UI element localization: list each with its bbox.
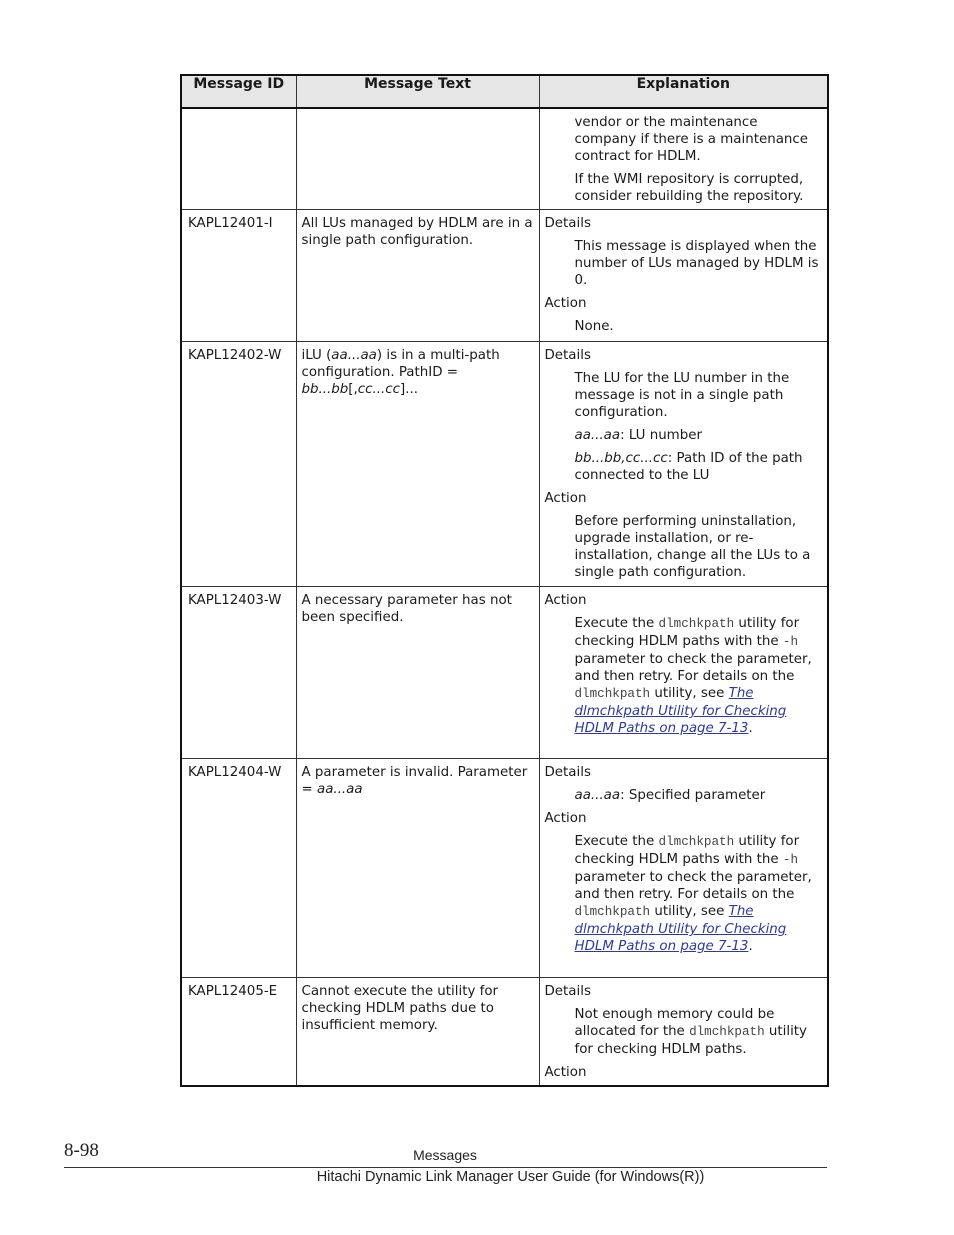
details-label: Details — [544, 984, 591, 999]
text-part: utility for checking HDLM paths. — [574, 1024, 807, 1057]
action-label: Action — [544, 491, 587, 506]
cell-message-id: KAPL12401-I — [181, 210, 296, 342]
action-text: None. — [574, 319, 614, 334]
table-header-row — [181, 75, 828, 108]
chapter-name: Messages — [413, 1147, 477, 1163]
text-part: utility for checking HDLM paths with the — [574, 616, 800, 649]
action-label: Action — [544, 593, 587, 608]
cell-message-id — [181, 108, 296, 210]
cross-reference-link[interactable]: The dlmchkpath Utility for Checking HDLM Paths on page 7-13 — [574, 904, 787, 954]
cell-explanation — [539, 978, 828, 1087]
table-row — [181, 759, 828, 978]
details-label: Details — [544, 765, 591, 780]
command-name: dlmchkpath — [574, 905, 651, 919]
command-option: -h — [782, 635, 799, 649]
table-row — [181, 342, 828, 587]
text-part: ]... — [399, 382, 418, 397]
cell-message-text — [296, 342, 539, 587]
details-label: Details — [544, 216, 591, 231]
text-part: utility for checking HDLM paths with the — [574, 834, 800, 867]
text-part: utility, see — [650, 686, 729, 701]
variable: cc...cc — [357, 382, 400, 397]
cell-explanation — [539, 759, 828, 978]
command-name: dlmchkpath — [574, 687, 651, 701]
text-part: utility, see — [650, 904, 729, 919]
text-part: iLU ( — [301, 348, 332, 363]
table-row — [181, 108, 828, 210]
cell-message-text — [296, 108, 539, 210]
text-part: : Specified parameter — [620, 788, 766, 803]
text-part: parameter to check the parameter, and then retry. For details on the — [574, 870, 812, 902]
cross-reference-link[interactable]: The dlmchkpath Utility for Checking HDLM Paths on page 7-13 — [574, 686, 787, 736]
action-label: Action — [544, 1065, 587, 1080]
document-title: Hitachi Dynamic Link Manager User Guide (for Windows(R)) — [316, 1169, 705, 1185]
page-number: 8-98 — [64, 1140, 99, 1161]
footer-divider — [64, 1167, 827, 1168]
details-text — [575, 1006, 823, 1058]
command-option: -h — [782, 853, 799, 867]
details-label: Details — [544, 348, 591, 363]
command-name: dlmchkpath — [658, 835, 735, 849]
cell-message-id: KAPL12402-W — [181, 342, 296, 587]
header-message-id: Message ID — [181, 75, 296, 108]
table-row — [181, 978, 828, 1087]
command-name: dlmchkpath — [658, 617, 735, 631]
action-label: Action — [544, 296, 587, 311]
variable: bb...bb — [301, 382, 349, 397]
table-row — [181, 210, 828, 342]
variable: aa...aa — [574, 788, 621, 803]
text-part: A parameter is invalid. Parameter = — [301, 765, 528, 797]
action-label: Action — [544, 811, 587, 826]
cell-explanation — [539, 342, 828, 587]
variable: aa...aa — [574, 428, 621, 443]
cell-explanation — [539, 210, 828, 342]
details-text — [575, 450, 823, 484]
details-text: This message is displayed when the number of LUs managed by HDLM is 0. — [574, 239, 819, 288]
cell-explanation — [539, 587, 828, 759]
cell-message-id: KAPL12405-E — [181, 978, 296, 1087]
cell-message-text: All LUs managed by HDLM are in a single path configuration. — [296, 210, 539, 342]
text-part: Execute the — [574, 616, 659, 631]
cell-message-text: A necessary parameter has not been specified. — [296, 587, 539, 759]
text-part: Not enough memory could be allocated for the — [574, 1007, 775, 1039]
table-row — [181, 587, 828, 759]
text-part: parameter to check the parameter, and then retry. For details on the — [574, 652, 812, 684]
details-text — [575, 427, 823, 444]
variable: bb...bb,cc...cc — [574, 451, 668, 466]
text-part: . — [748, 939, 753, 954]
cell-message-id: KAPL12403-W — [181, 587, 296, 759]
cell-message-id: KAPL12404-W — [181, 759, 296, 978]
text-part: Execute the — [574, 834, 659, 849]
text-part: : Path ID of the path connected to the LU — [574, 451, 803, 483]
header-message-text: Message Text — [296, 75, 539, 108]
details-text: The LU for the LU number in the message is not in a single path configuration. — [574, 371, 790, 420]
text-part: . — [748, 721, 753, 736]
cell-message-text: Cannot execute the utility for checking HDLM paths due to insufficient memory. — [296, 978, 539, 1087]
action-text — [575, 615, 823, 737]
command-name: dlmchkpath — [689, 1025, 765, 1039]
text-part: [, — [348, 382, 358, 397]
text-part: ) is in a multi-path configuration. PathID = — [301, 348, 500, 380]
action-text: Before performing uninstallation, upgrade installation, or re-installation, change all the LUs to a single path configuration. — [574, 514, 811, 580]
explanation-text: If the WMI repository is corrupted, consider rebuilding the repository. — [574, 172, 804, 204]
variable: aa...aa — [316, 782, 363, 797]
variable: aa...aa — [331, 348, 377, 363]
cell-message-text — [296, 759, 539, 978]
explanation-text: vendor or the maintenance company if there is a maintenance contract for HDLM. — [574, 115, 808, 164]
details-text — [575, 787, 823, 804]
messages-table — [180, 74, 829, 1087]
cell-explanation — [539, 108, 828, 210]
action-text — [575, 833, 823, 955]
text-part: : LU number — [620, 428, 702, 443]
header-explanation: Explanation — [539, 75, 828, 108]
